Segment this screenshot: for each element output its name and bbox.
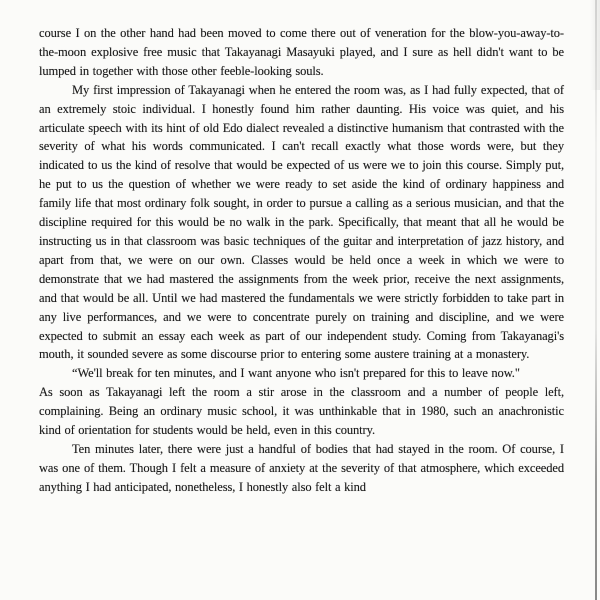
paragraph-dialogue: “We'll break for ten minutes, and I want anyone who isn't prepared for this to leave now." [72, 366, 520, 381]
paragraph-ten-minutes-later: Ten minutes later, there were just a handful of bodies that had stayed in the room. Of course, I was one of them. Though I felt a measure of anxiety at the severity of that atmosphere, which exceeded anything I had anticipated, nonetheless, I honestly also felt a kind [39, 441, 564, 494]
paragraph-first-impression: My first impression of Takayanagi when he entered the room was, as I had fully expected, that of an extremely stoic individual. I honestly found him rather daunting. His voice was quiet, and his articulate speech with its hint of old Edo dialect revealed a distinctive humanism that contrasted with the severity of what his words communicated. I can't recall exactly what those words were, but they indicated to us the kind of resolve that would be expected of us were we to join this course. Simply put, he put to us the question of whether we were ready to set aside the kind of ordinary happiness and family life that most ordinary folk sought, in order to pursue a calling as a serious musician, and that the discipline required for this would be no walk in the park. Specifically, that meant that all he would be instructing us in that classroom was basic techniques of the guitar and interpretation of jazz history, and apart from that, we were on our own. Classes would be held once a week in which we were to demonstrate that we had mastered the assignments from the week prior, receive the next assignments, and that would be all. Until we had mastered the fundamentals we were strictly forbidden to take part in any live performances, and we were to concentrate purely on training and discipline, and we were expected to submit an essay each week as part of our independent study. Coming from Takayanagi's mouth, it sounded severe as some discourse prior to entering some austere training at a monastery. [39, 82, 564, 362]
paragraph-classroom-stir: As soon as Takayanagi left the room a stir arose in the classroom and a number of people left, complaining. Being an ordinary music school, it was unthinkable that in 1980, such an anachronistic kind of orientation for students would be held, even in this country. [39, 385, 564, 438]
paragraph-continuation: course I on the other hand had been moved to come there out of veneration for the blow-you-away-to-the-moon explosive free music that Takayanagi Masayuki played, and I sure as hell didn't want to be lumped in together with those other feeble-looking souls. [39, 26, 564, 78]
page-edge-scan-artifact [595, 0, 597, 600]
corner-scan-smudge [590, 0, 600, 90]
